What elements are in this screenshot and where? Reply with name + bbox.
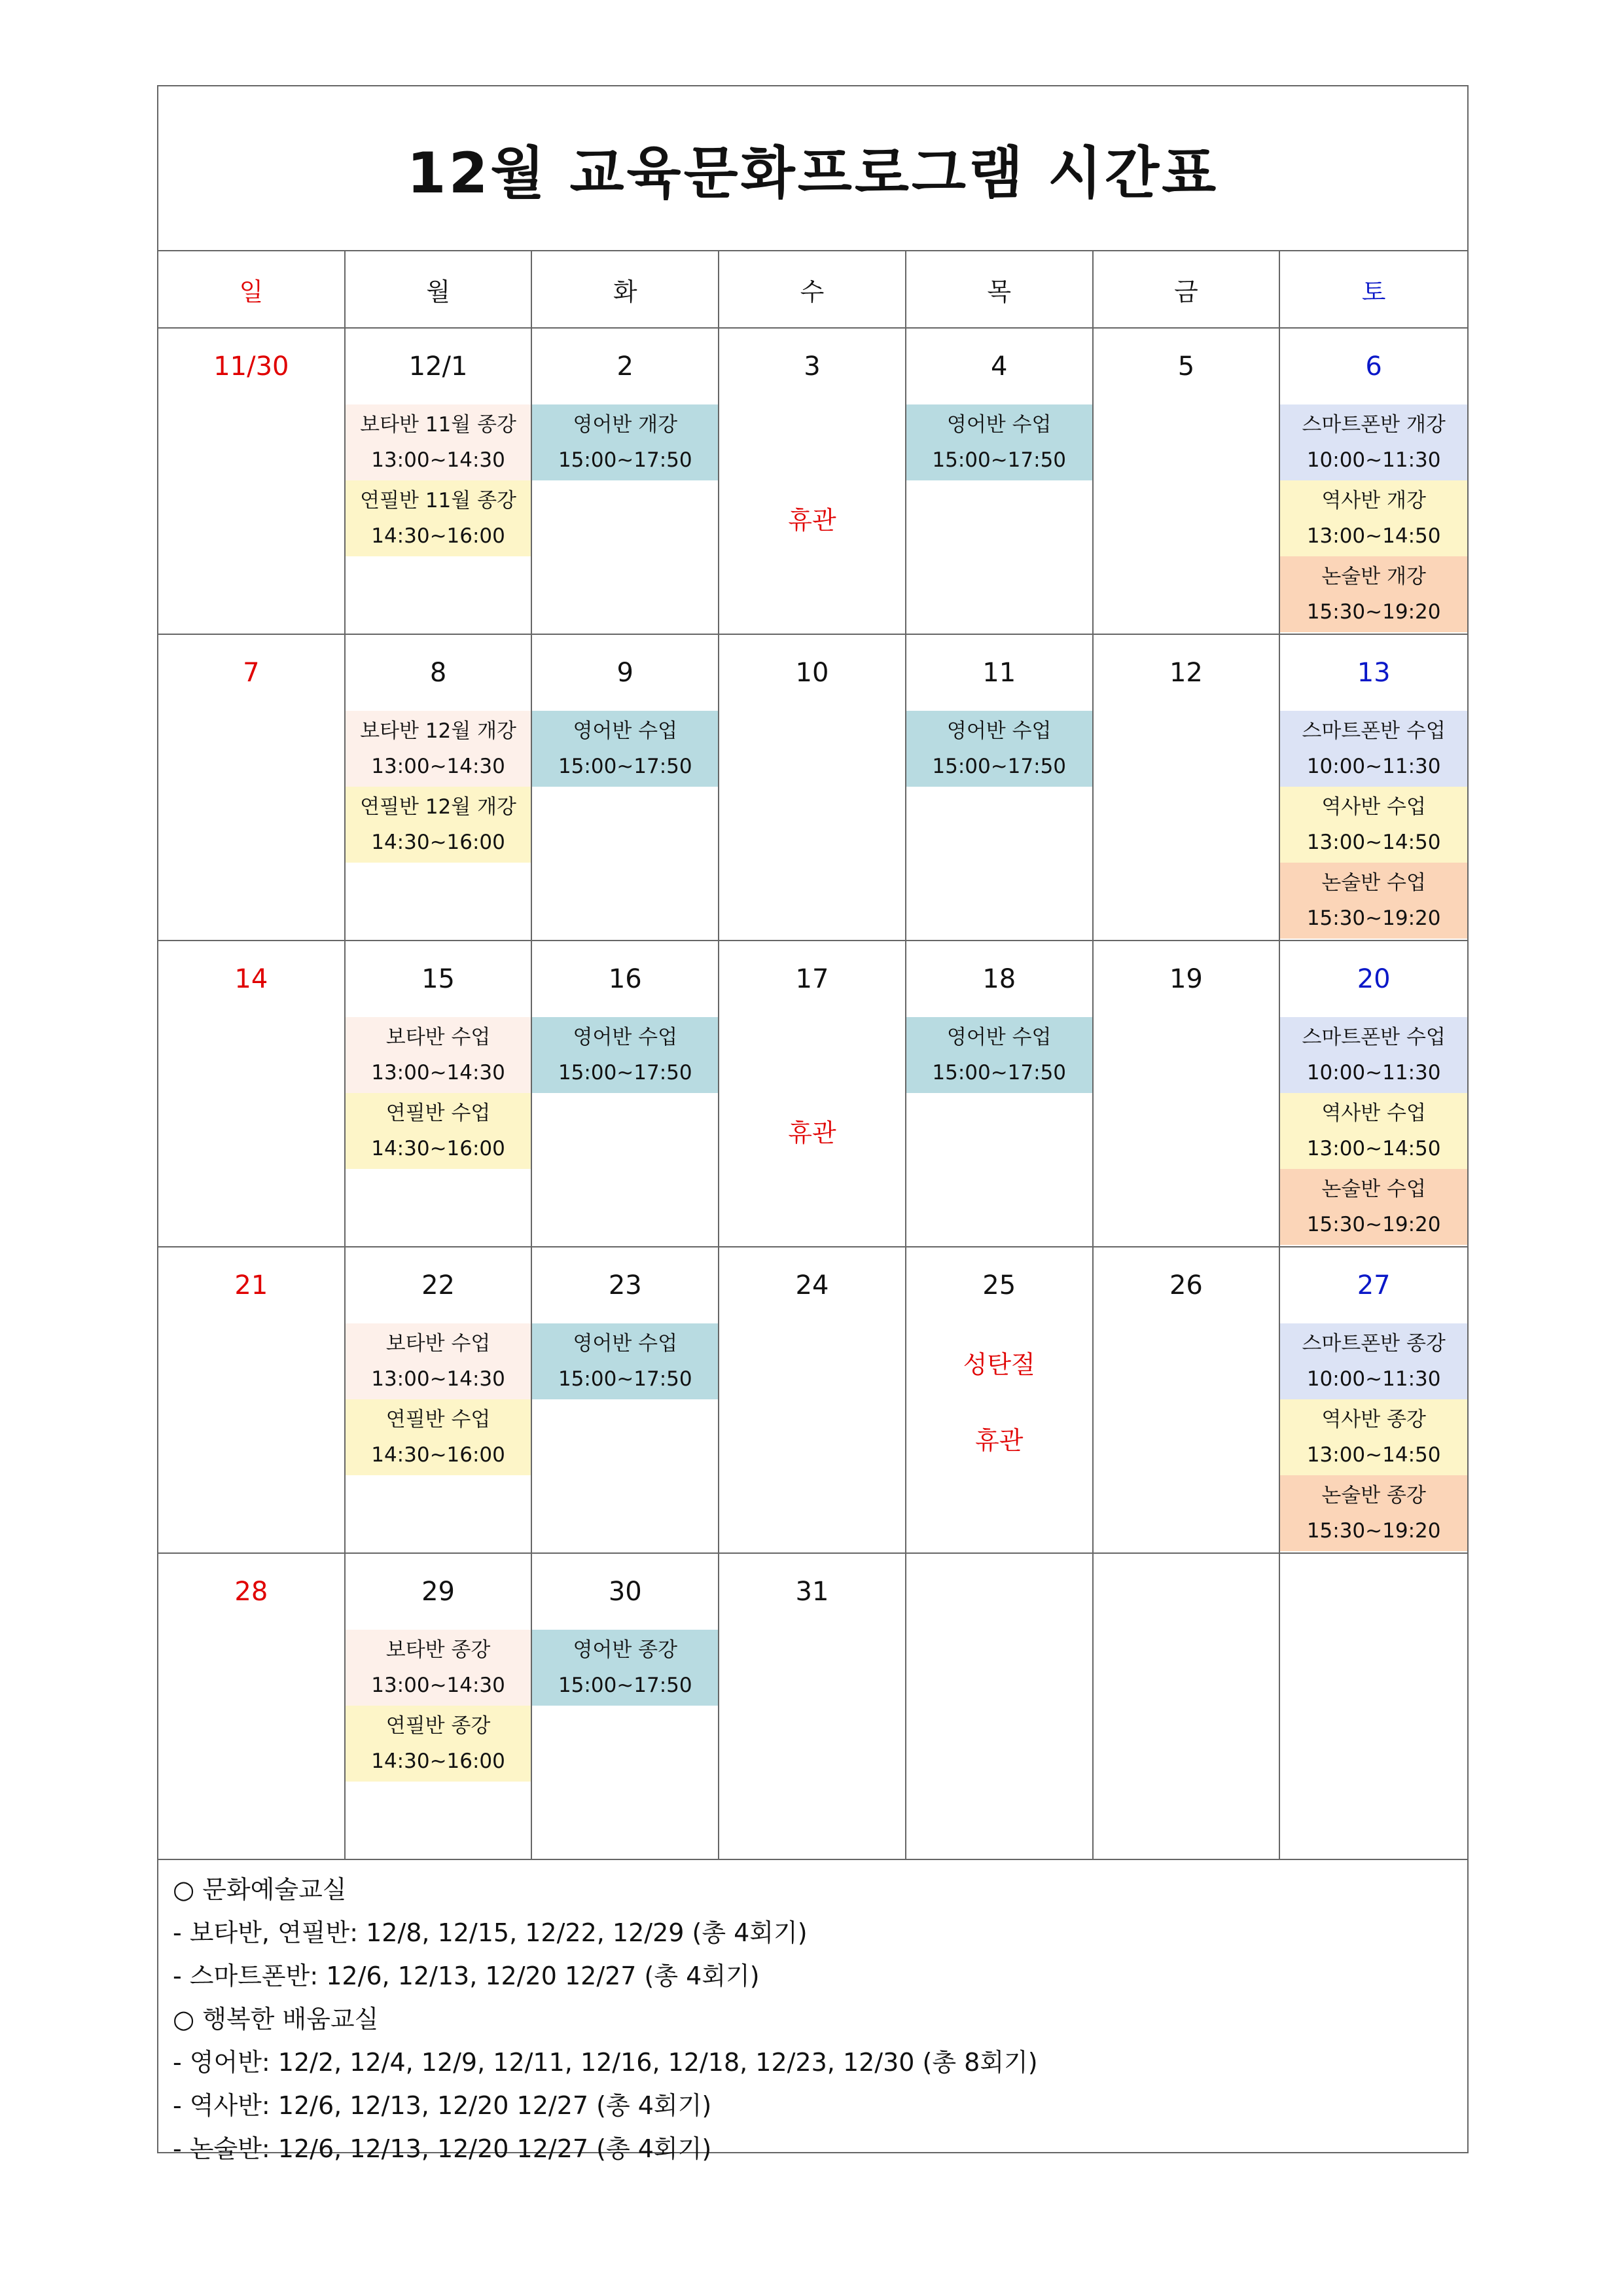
- day-cell: [1094, 941, 1281, 1246]
- class-time: 15:00~17:50: [932, 448, 1067, 472]
- class-time: 15:30~19:20: [1306, 600, 1441, 624]
- day-cell: [906, 941, 1094, 1246]
- note-line: - 역사반: 12/6, 12/13, 12/20 12/27 (총 4회기): [173, 2091, 712, 2120]
- class-event: [1280, 1399, 1467, 1475]
- weekday-wed: 수: [719, 251, 906, 327]
- class-event: [1280, 711, 1467, 787]
- class-event: [1280, 1093, 1467, 1169]
- day-cell: [906, 1554, 1094, 1859]
- day-number: 3: [804, 351, 821, 382]
- class-name: 영어반 종강: [573, 1638, 678, 1662]
- day-cell: [719, 1554, 906, 1859]
- class-name: 역사반 종강: [1321, 1408, 1426, 1431]
- day-number: 14: [234, 964, 268, 994]
- day-number: 11: [982, 658, 1016, 688]
- class-event: [1280, 1017, 1467, 1093]
- class-name: 스마트폰반 개강: [1302, 413, 1446, 437]
- class-event: [346, 1630, 531, 1706]
- class-name: 역사반 개강: [1321, 489, 1426, 512]
- class-name: 연필반 11월 종강: [360, 489, 516, 512]
- class-event: [346, 1017, 531, 1093]
- day-number: 4: [990, 351, 1008, 382]
- class-time: 13:00~14:50: [1306, 1137, 1441, 1160]
- class-time: 10:00~11:30: [1306, 1367, 1441, 1391]
- class-time: 15:00~17:50: [558, 1674, 692, 1697]
- day-cell: [346, 941, 533, 1246]
- day-number: 8: [429, 658, 447, 688]
- class-event: [532, 1017, 718, 1093]
- day-cell: [532, 1554, 719, 1859]
- class-event: [532, 404, 718, 480]
- weekday-header: [158, 251, 1467, 329]
- day-number: 24: [795, 1270, 829, 1300]
- class-event: [1280, 787, 1467, 863]
- day-cell: [532, 1247, 719, 1552]
- class-event: [532, 1630, 718, 1706]
- day-number: 20: [1357, 964, 1391, 994]
- class-name: 보타반 종강: [385, 1638, 491, 1662]
- day-cell: [1280, 1247, 1467, 1552]
- day-number: [1280, 1554, 1467, 1630]
- day-cell: [346, 329, 533, 634]
- day-cell: [346, 635, 533, 940]
- day-number: 18: [982, 964, 1016, 994]
- note-line: - 스마트폰반: 12/6, 12/13, 12/20 12/27 (총 4회기): [173, 1962, 760, 1990]
- class-time: 15:00~17:50: [558, 755, 692, 778]
- day-cell: [1094, 1247, 1281, 1552]
- day-number: [906, 1554, 1092, 1630]
- class-event: [346, 1323, 531, 1399]
- day-number: 5: [1177, 351, 1195, 382]
- class-time: 14:30~16:00: [371, 524, 505, 548]
- class-event: [346, 711, 531, 787]
- day-number: 27: [1357, 1270, 1391, 1300]
- class-time: 13:00~14:30: [371, 1061, 505, 1085]
- class-event: [346, 1399, 531, 1475]
- week-row: [158, 941, 1467, 1247]
- day-cell: [532, 329, 719, 634]
- day-number: [1094, 1554, 1279, 1630]
- day-number: 11/30: [213, 351, 289, 382]
- class-time: 13:00~14:50: [1306, 524, 1441, 548]
- class-event: [1280, 480, 1467, 556]
- holiday-note: 성탄절: [963, 1350, 1035, 1379]
- weekday-sun: 일: [158, 251, 346, 327]
- class-time: 13:00~14:50: [1306, 1443, 1441, 1467]
- class-name: 영어반 수업: [573, 1026, 678, 1049]
- day-number: 6: [1365, 351, 1382, 382]
- week-row: [158, 1247, 1467, 1554]
- class-name: 역사반 수업: [1321, 795, 1426, 819]
- day-number: 2: [616, 351, 633, 382]
- class-name: 연필반 수업: [385, 1408, 491, 1431]
- class-event: [1280, 1475, 1467, 1551]
- day-number: 13: [1357, 658, 1391, 688]
- day-number: 30: [608, 1577, 642, 1607]
- class-event: [346, 1093, 531, 1169]
- week-row: [158, 329, 1467, 635]
- class-name: 연필반 수업: [385, 1102, 491, 1125]
- day-cell: [1094, 1554, 1281, 1859]
- class-time: 15:00~17:50: [558, 1367, 692, 1391]
- note-line: ○ 행복한 배움교실: [173, 2005, 379, 2034]
- day-number: 17: [795, 964, 829, 994]
- class-name: 영어반 수업: [946, 719, 1052, 743]
- day-cell: [719, 941, 906, 1246]
- closed-note: 휴관: [788, 1119, 836, 1147]
- day-cell: [1280, 941, 1467, 1246]
- day-cell: [346, 1554, 533, 1859]
- day-cell: [906, 635, 1094, 940]
- class-time: 15:30~19:20: [1306, 906, 1441, 930]
- timetable: [157, 85, 1469, 2163]
- day-cell: [1280, 1554, 1467, 1859]
- note-line: ○ 문화예술교실: [173, 1875, 347, 1904]
- day-number: 12/1: [408, 351, 468, 382]
- class-time: 15:30~19:20: [1306, 1519, 1441, 1543]
- class-name: 보타반 수업: [385, 1332, 491, 1355]
- class-event: [532, 711, 718, 787]
- class-time: 10:00~11:30: [1306, 1061, 1441, 1085]
- class-event: [532, 1323, 718, 1399]
- day-cell: [346, 1247, 533, 1552]
- day-number: 19: [1169, 964, 1203, 994]
- class-time: 13:00~14:30: [371, 1367, 505, 1391]
- class-name: 스마트폰반 수업: [1302, 1026, 1446, 1049]
- class-name: 연필반 종강: [385, 1714, 491, 1738]
- day-cell: [1280, 329, 1467, 634]
- class-name: 논술반 수업: [1321, 1177, 1426, 1201]
- week-row: [158, 1554, 1467, 1860]
- day-number: 12: [1169, 658, 1203, 688]
- class-event: [1280, 1169, 1467, 1245]
- class-time: 13:00~14:30: [371, 755, 505, 778]
- weekday-mon: 월: [346, 251, 533, 327]
- day-cell: [158, 635, 346, 940]
- day-cell: [1094, 329, 1281, 634]
- week-row: [158, 635, 1467, 941]
- class-time: 15:00~17:50: [558, 448, 692, 472]
- class-time: 15:00~17:50: [558, 1061, 692, 1085]
- notes-section: [158, 1860, 1467, 2170]
- weekday-sat: 토: [1361, 277, 1386, 306]
- day-number: 9: [616, 658, 633, 688]
- class-name: 논술반 수업: [1321, 871, 1426, 895]
- closed-note: 휴관: [788, 506, 836, 535]
- class-time: 15:30~19:20: [1306, 1213, 1441, 1236]
- class-time: 15:00~17:50: [932, 755, 1067, 778]
- day-cell: [1094, 635, 1281, 940]
- day-number: 26: [1169, 1270, 1203, 1300]
- day-cell: [719, 329, 906, 634]
- class-name: 연필반 12월 개강: [360, 795, 516, 819]
- class-name: 역사반 수업: [1321, 1102, 1426, 1125]
- class-name: 논술반 종강: [1321, 1484, 1426, 1507]
- class-event: [1280, 404, 1467, 480]
- class-event: [346, 480, 531, 556]
- class-name: 스마트폰반 종강: [1302, 1332, 1446, 1355]
- day-number: 16: [608, 964, 642, 994]
- class-name: 영어반 개강: [573, 413, 678, 437]
- class-time: 14:30~16:00: [371, 831, 505, 854]
- day-number: 21: [234, 1270, 268, 1300]
- note-line: - 영어반: 12/2, 12/4, 12/9, 12/11, 12/16, 12/18, 12/23, 12/30 (총 8회기): [173, 2048, 1038, 2077]
- page-title: 12월 교육문화프로그램 시간표: [158, 86, 1467, 251]
- class-time: 13:00~14:30: [371, 448, 505, 472]
- day-cell: [158, 1247, 346, 1552]
- class-event: [1280, 1323, 1467, 1399]
- note-line: - 논술반: 12/6, 12/13, 12/20 12/27 (총 4회기): [173, 2134, 712, 2163]
- class-time: 14:30~16:00: [371, 1749, 505, 1773]
- class-event: [906, 404, 1092, 480]
- class-name: 보타반 12월 개강: [360, 719, 516, 743]
- day-number: 29: [421, 1577, 455, 1607]
- closed-note: 휴관: [974, 1426, 1024, 1455]
- day-cell: [719, 635, 906, 940]
- class-name: 보타반 수업: [385, 1026, 491, 1049]
- class-name: 영어반 수업: [946, 413, 1052, 437]
- class-event: [346, 1706, 531, 1782]
- class-time: 13:00~14:30: [371, 1674, 505, 1697]
- day-cell: [158, 329, 346, 634]
- day-number: 23: [608, 1270, 642, 1300]
- class-time: 13:00~14:50: [1306, 831, 1441, 854]
- day-number: 15: [421, 964, 455, 994]
- day-cell: [532, 635, 719, 940]
- class-event: [346, 787, 531, 863]
- day-number: 7: [243, 658, 260, 688]
- weekday-fri: 금: [1094, 251, 1281, 327]
- day-number: 28: [234, 1577, 268, 1607]
- note-line: - 보타반, 연필반: 12/8, 12/15, 12/22, 12/29 (총 4회기): [173, 1918, 808, 1947]
- class-name: 영어반 수업: [946, 1026, 1052, 1049]
- class-time: 14:30~16:00: [371, 1443, 505, 1467]
- weekday-tue: 화: [532, 251, 719, 327]
- class-event: [346, 404, 531, 480]
- class-event: [906, 711, 1092, 787]
- day-cell: [719, 1247, 906, 1552]
- class-time: 10:00~11:30: [1306, 448, 1441, 472]
- class-name: 영어반 수업: [573, 719, 678, 743]
- class-time: 10:00~11:30: [1306, 755, 1441, 778]
- class-time: 15:00~17:50: [932, 1061, 1067, 1085]
- class-time: 14:30~16:00: [371, 1137, 505, 1160]
- class-name: 논술반 개강: [1321, 565, 1426, 588]
- day-number: 25: [982, 1270, 1016, 1300]
- day-cell: [906, 1247, 1094, 1552]
- class-name: 영어반 수업: [573, 1332, 678, 1355]
- day-number: 10: [795, 658, 829, 688]
- class-name: 스마트폰반 수업: [1302, 719, 1446, 743]
- class-event: [906, 1017, 1092, 1093]
- class-name: 보타반 11월 종강: [360, 413, 516, 437]
- class-event: [1280, 556, 1467, 632]
- day-cell: [158, 941, 346, 1246]
- day-number: 31: [795, 1577, 829, 1607]
- day-cell: [1280, 635, 1467, 940]
- day-number: 22: [421, 1270, 455, 1300]
- class-event: [1280, 863, 1467, 939]
- weekday-thu: 목: [906, 251, 1094, 327]
- day-cell: [158, 1554, 346, 1859]
- day-cell: [906, 329, 1094, 634]
- day-cell: [532, 941, 719, 1246]
